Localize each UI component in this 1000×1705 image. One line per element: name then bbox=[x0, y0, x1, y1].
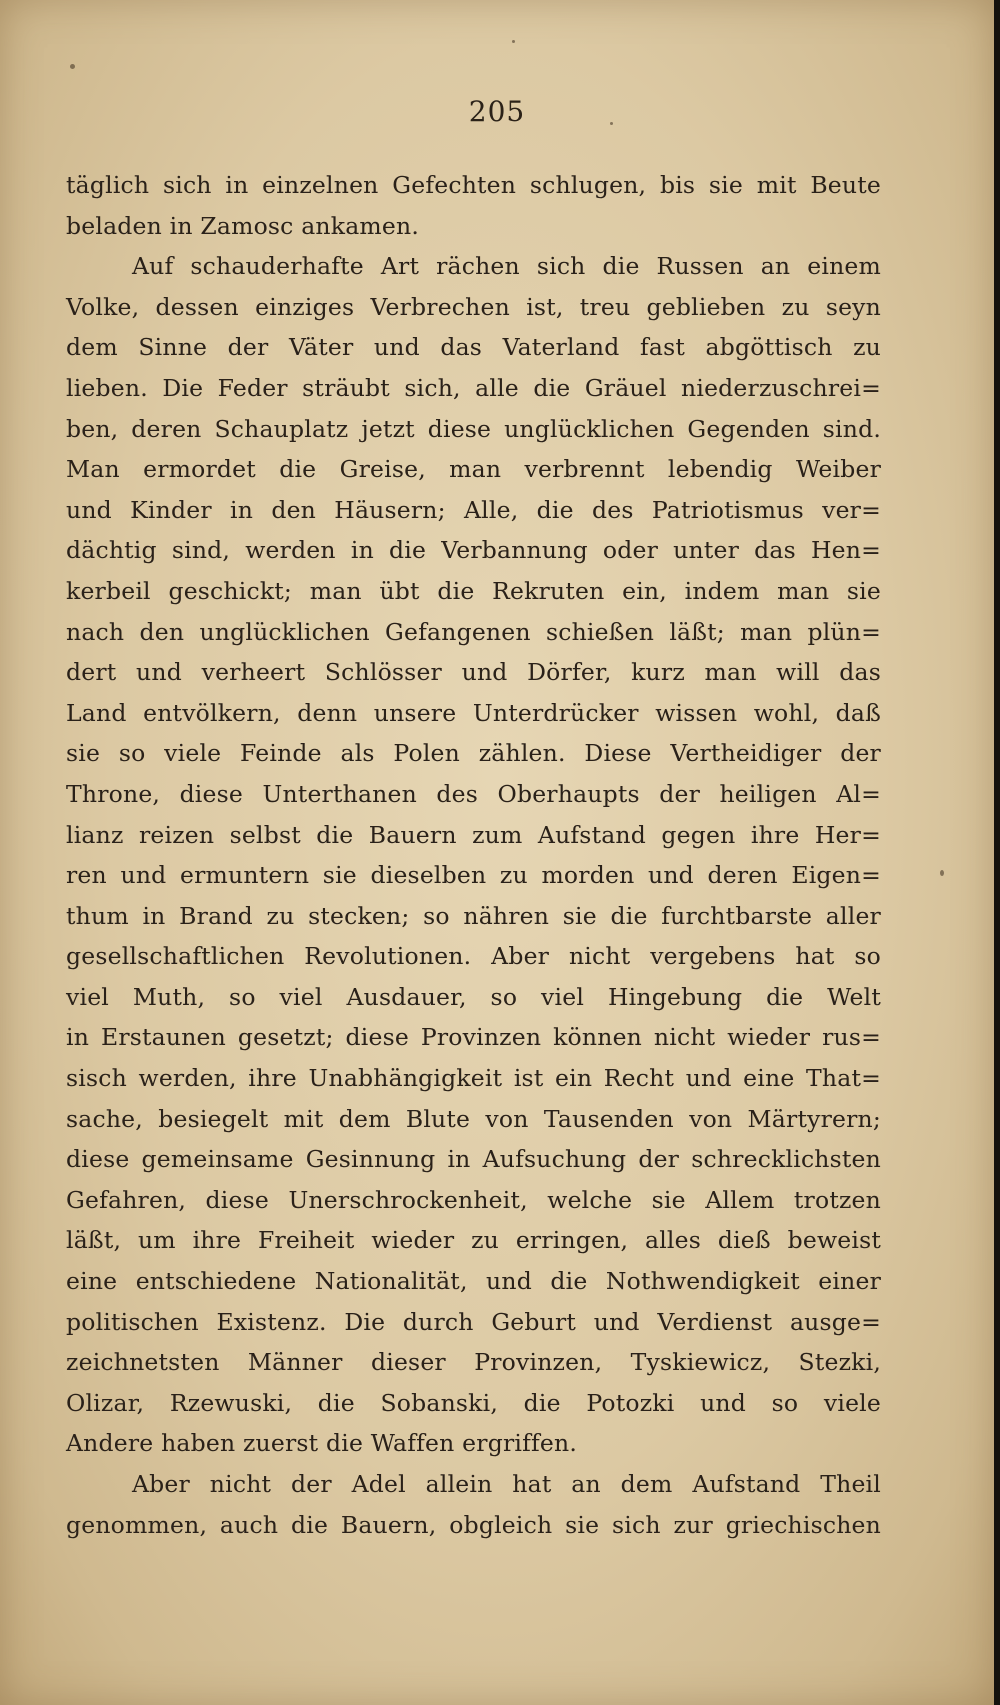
text-line: kerbeil geschickt; man übt die Rekruten ein, indem man sie bbox=[66, 576, 881, 605]
text-line: beladen in Zamosc ankamen. bbox=[66, 211, 420, 240]
text-line: gesellschaftlichen Revolutionen. Aber nicht vergebens hat so bbox=[66, 942, 881, 971]
text-line: Olizar, Rzewuski, die Sobanski, die Potozki und so viele bbox=[66, 1388, 881, 1417]
text-line: eine entschiedene Nationalität, und die Nothwendigkeit einer bbox=[66, 1267, 881, 1296]
text-line: läßt, um ihre Freiheit wieder zu erringen, alles dieß beweist bbox=[66, 1226, 881, 1255]
text-line: thum in Brand zu stecken; so nähren sie die furchtbarste aller bbox=[66, 901, 881, 930]
page-edge bbox=[994, 0, 1000, 1705]
text-line: Land entvölkern, denn unsere Unterdrücker wissen wohl, daß bbox=[66, 698, 881, 727]
text-line: zeichnetsten Männer dieser Provinzen, Tyskiewicz, Stezki, bbox=[66, 1348, 881, 1377]
page-number: 205 bbox=[468, 95, 526, 128]
text-line: Gefahren, diese Unerschrockenheit, welche sie Allem trotzen bbox=[66, 1185, 881, 1214]
text-line: diese gemeinsame Gesinnung in Aufsuchung der schrecklichsten bbox=[66, 1145, 881, 1174]
text-line: Volke, dessen einziges Verbrechen ist, treu geblieben zu seyn bbox=[66, 292, 881, 321]
text-line: sie so viele Feinde als Polen zählen. Diese Vertheidiger der bbox=[66, 739, 881, 768]
paper-speck bbox=[512, 40, 515, 43]
text-line: lianz reizen selbst die Bauern zum Aufstand gegen ihre Her= bbox=[66, 820, 881, 849]
text-line: Man ermordet die Greise, man verbrennt lebendig Weiber bbox=[66, 455, 881, 484]
text-line: Aber nicht der Adel allein hat an dem Aufstand Theil bbox=[132, 1470, 881, 1498]
text-line: Auf schauderhafte Art rächen sich die Russen an einem bbox=[132, 252, 881, 281]
text-line: dem Sinne der Väter und das Vaterland fast abgöttisch zu bbox=[66, 333, 881, 362]
text-line: und Kinder in den Häusern; Alle, die des Patriotismus ver= bbox=[66, 495, 881, 524]
text-line: genommen, auch die Bauern, obgleich sie sich zur griechischen bbox=[66, 1510, 881, 1539]
text-line: viel Muth, so viel Ausdauer, so viel Hingebung die Welt bbox=[66, 982, 881, 1011]
text-line: dächtig sind, werden in die Verbannung oder unter das Hen= bbox=[66, 536, 881, 565]
text-line: ren und ermuntern sie dieselben zu morden und deren Eigen= bbox=[66, 861, 881, 890]
text-line: ben, deren Schauplatz jetzt diese unglücklichen Gegenden sind. bbox=[66, 414, 881, 443]
body-text bbox=[66, 165, 881, 1545]
text-line: täglich sich in einzelnen Gefechten schlugen, bis sie mit Beute bbox=[66, 171, 881, 199]
text-line: lieben. Die Feder sträubt sich, alle die Gräuel niederzuschrei= bbox=[66, 373, 881, 402]
text-line: nach den unglücklichen Gefangenen schießen läßt; man plün= bbox=[66, 617, 881, 646]
paper-speck bbox=[70, 64, 75, 69]
text-line: Throne, diese Unterthanen des Oberhaupts der heiligen Al= bbox=[66, 779, 881, 808]
text-line: politischen Existenz. Die durch Geburt und Verdienst ausge= bbox=[66, 1307, 881, 1336]
paper-speck bbox=[610, 122, 613, 125]
text-line: sisch werden, ihre Unabhängigkeit ist ein Recht und eine That= bbox=[66, 1064, 881, 1093]
text-line: in Erstaunen gesetzt; diese Provinzen können nicht wieder rus= bbox=[66, 1023, 881, 1052]
text-line: Andere haben zuerst die Waffen ergriffen. bbox=[66, 1429, 578, 1458]
paper-speck bbox=[940, 870, 944, 876]
text-line: sache, besiegelt mit dem Blute von Tausenden von Märtyrern; bbox=[66, 1104, 881, 1133]
text-line: dert und verheert Schlösser und Dörfer, kurz man will das bbox=[66, 658, 881, 687]
